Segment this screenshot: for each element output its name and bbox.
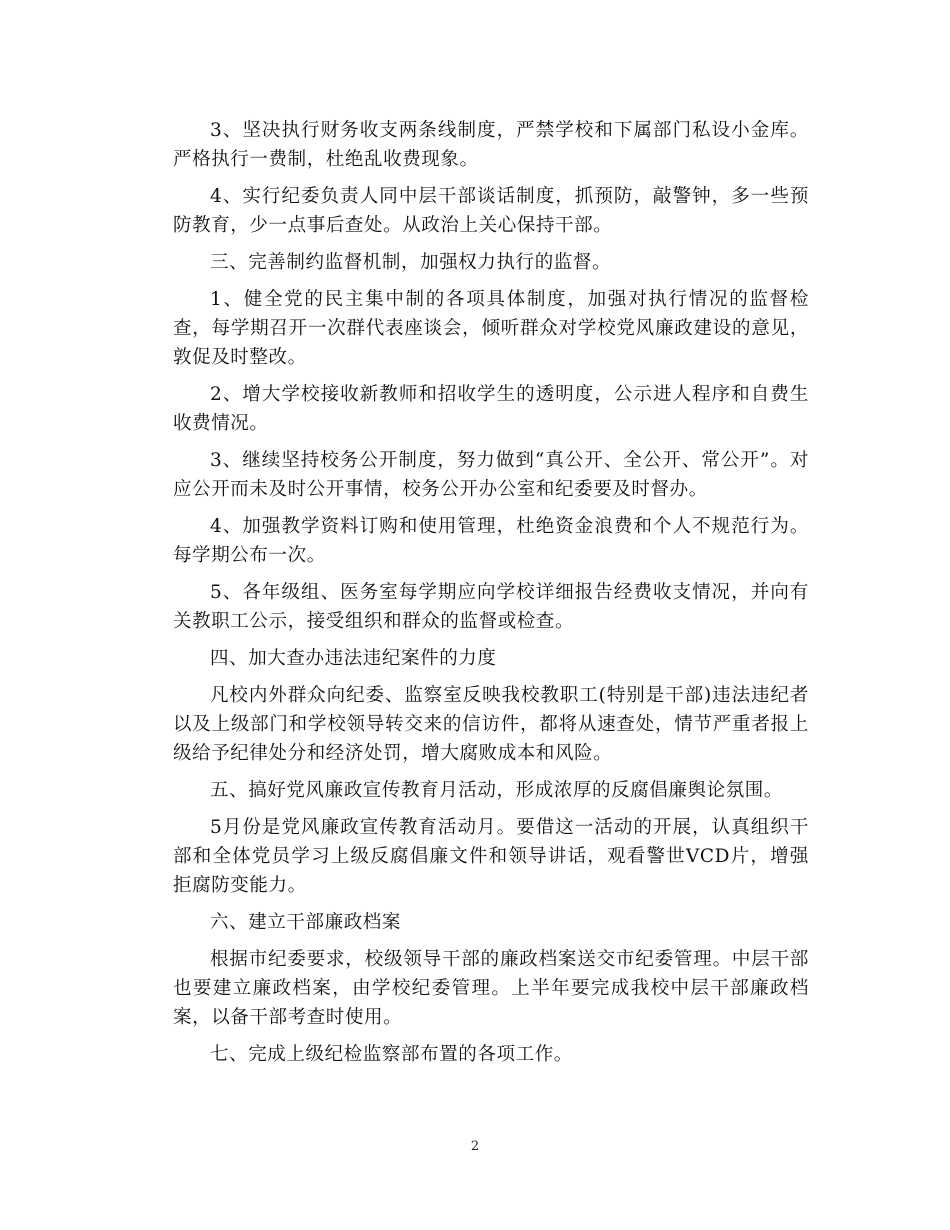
paragraph: 5月份是党风廉政宣传教育活动月。要借这一活动的开展，认真组织干部和全体党员学习上级反腐倡廉文件和领导讲话，观看警世VCD片，增强拒腐防变能力。 <box>173 817 809 896</box>
section-heading: 三、完善制约监督机制，加强权力执行的监督。 <box>210 252 612 273</box>
paragraph: 4、加强教学资料订购和使用管理，杜绝资金浪费和个人不规范行为。每学期公布一次。 <box>173 516 809 566</box>
paragraph: 凡校内外群众向纪委、监察室反映我校教职工(特别是干部)违法违纪者以及上级部门和学校领导转交来的信访件，都将从速查处，情节严重者报上级给予纪律处分和经济处罚，增大腐败成本和风险。 <box>173 685 809 764</box>
section-heading: 六、建立干部廉政档案 <box>210 912 402 933</box>
paragraph: 根据市纪委要求，校级领导干部的廉政档案送交市纪委管理。中层干部也要建立廉政档案，由学校纪委管理。上半年要完成我校中层干部廉政档案，以备干部考查时使用。 <box>173 949 809 1028</box>
document-body <box>173 116 809 1077</box>
paragraph: 5、各年级组、医务室每学期应向学校详细报告经费收支情况，并向有关教职工公示，接受组织和群众的监督或检查。 <box>173 582 809 632</box>
section-heading: 五、搞好党风廉政宣传教育月活动，形成浓厚的反腐倡廉舆论氛围。 <box>210 780 784 801</box>
paragraph: 1、健全党的民主集中制的各项具体制度，加强对执行情况的监督检查，每学期召开一次群代表座谈会，倾听群众对学校党风廉政建设的意见，敦促及时整改。 <box>173 289 809 368</box>
page-number: 2 <box>470 1139 480 1154</box>
paragraph: 4、实行纪委负责人同中层干部谈话制度，抓预防，敲警钟，多一些预防教育，少一点事后查处。从政治上关心保持干部。 <box>173 186 809 236</box>
section-heading: 七、完成上级纪检监察部布置的各项工作。 <box>210 1044 573 1065</box>
section-heading: 四、加大查办违法违纪案件的力度 <box>210 648 497 669</box>
paragraph: 3、继续坚持校务公开制度，努力做到“真公开、全公开、常公开”。对应公开而未及时公开事情，校务公开办公室和纪委要及时督办。 <box>173 450 809 500</box>
paragraph: 3、坚决执行财务收支两条线制度，严禁学校和下属部门私设小金库。严格执行一费制，杜绝乱收费现象。 <box>173 120 809 170</box>
paragraph: 2、增大学校接收新教师和招收学生的透明度，公示进人程序和自费生收费情况。 <box>173 384 809 434</box>
